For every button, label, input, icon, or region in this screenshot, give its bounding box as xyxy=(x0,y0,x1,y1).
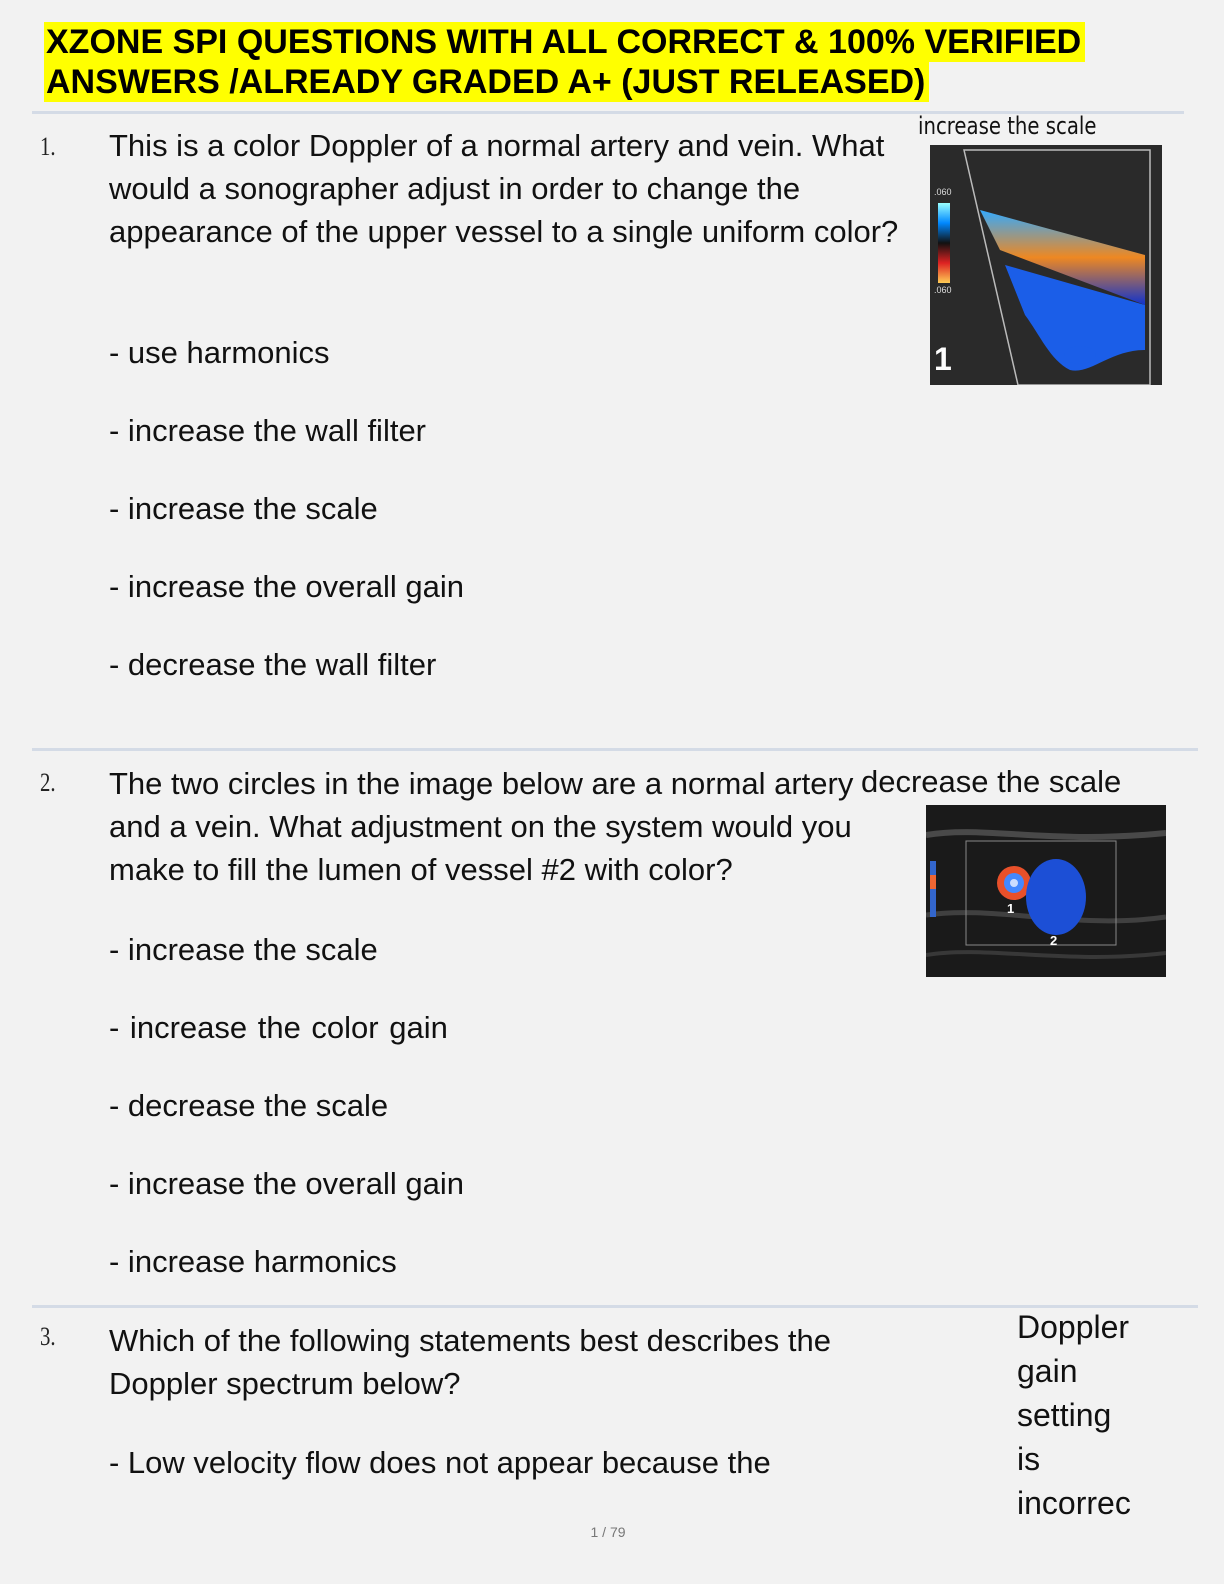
doppler-ultrasound-graphic xyxy=(930,145,1162,385)
answer-option: - increase the overall gain xyxy=(109,569,464,604)
scale-bottom-label: .060 xyxy=(934,285,952,295)
answer-word: is xyxy=(1017,1441,1041,1477)
page-indicator: 1 / 79 xyxy=(590,1524,626,1540)
question-text: This is a color Doppler of a normal artery and vein. What would a sonographer adjust in order to change the appearance of the upper vessel to a single uniform color? xyxy=(109,128,899,249)
vessel-label: 1 xyxy=(934,341,952,377)
question-text: Which of the following statements best describes the Doppler spectrum below? xyxy=(109,1323,831,1401)
doppler-ultrasound-image xyxy=(930,145,1162,385)
correct-answer-label xyxy=(1017,1305,1131,1525)
question-text: The two circles in the image below are a normal artery and a vein. What adjustment on the system would you make to fill the lumen of vessel #2 with color? xyxy=(109,766,854,887)
divider xyxy=(32,748,1198,751)
question-number: 1. xyxy=(40,132,56,161)
answer-word: Doppler xyxy=(1017,1309,1130,1345)
answer-option: - increase harmonics xyxy=(109,1244,397,1279)
answer-word: setting xyxy=(1017,1397,1112,1433)
answer-option: - decrease the wall filter xyxy=(109,647,437,682)
answer-option: - increase the color gain xyxy=(109,1010,448,1045)
question-number: 3. xyxy=(40,1322,56,1351)
answer-option: - increase the scale xyxy=(109,491,378,526)
answer-option: - Low velocity flow does not appear because the xyxy=(109,1445,771,1480)
answer-option: - use harmonics xyxy=(109,335,330,370)
correct-answer-label: decrease the scale xyxy=(861,764,1122,799)
title-line-1: XZONE SPI QUESTIONS WITH ALL CORRECT & 100% VERIFIED xyxy=(44,22,1085,62)
answer-option: - increase the scale xyxy=(109,932,378,967)
answer-option: - decrease the scale xyxy=(109,1088,389,1123)
vessel-cross-section-graphic xyxy=(926,805,1166,977)
scale-top-label: .060 xyxy=(934,187,952,197)
vessel-2-label: 2 xyxy=(1050,933,1058,948)
answer-word: incorrec xyxy=(1017,1485,1131,1521)
vessel-1-label: 1 xyxy=(1007,901,1015,916)
question-number: 2. xyxy=(40,768,56,797)
vessel-cross-section-image xyxy=(926,805,1166,977)
answer-option: - increase the wall filter xyxy=(109,413,427,448)
answer-word: gain xyxy=(1017,1353,1078,1389)
title-line-2: ANSWERS /ALREADY GRADED A+ (JUST RELEASED) xyxy=(44,62,929,102)
correct-answer-label: increase the scale xyxy=(918,112,1097,140)
document-title xyxy=(44,22,1194,102)
answer-option: - increase the overall gain xyxy=(109,1166,464,1201)
